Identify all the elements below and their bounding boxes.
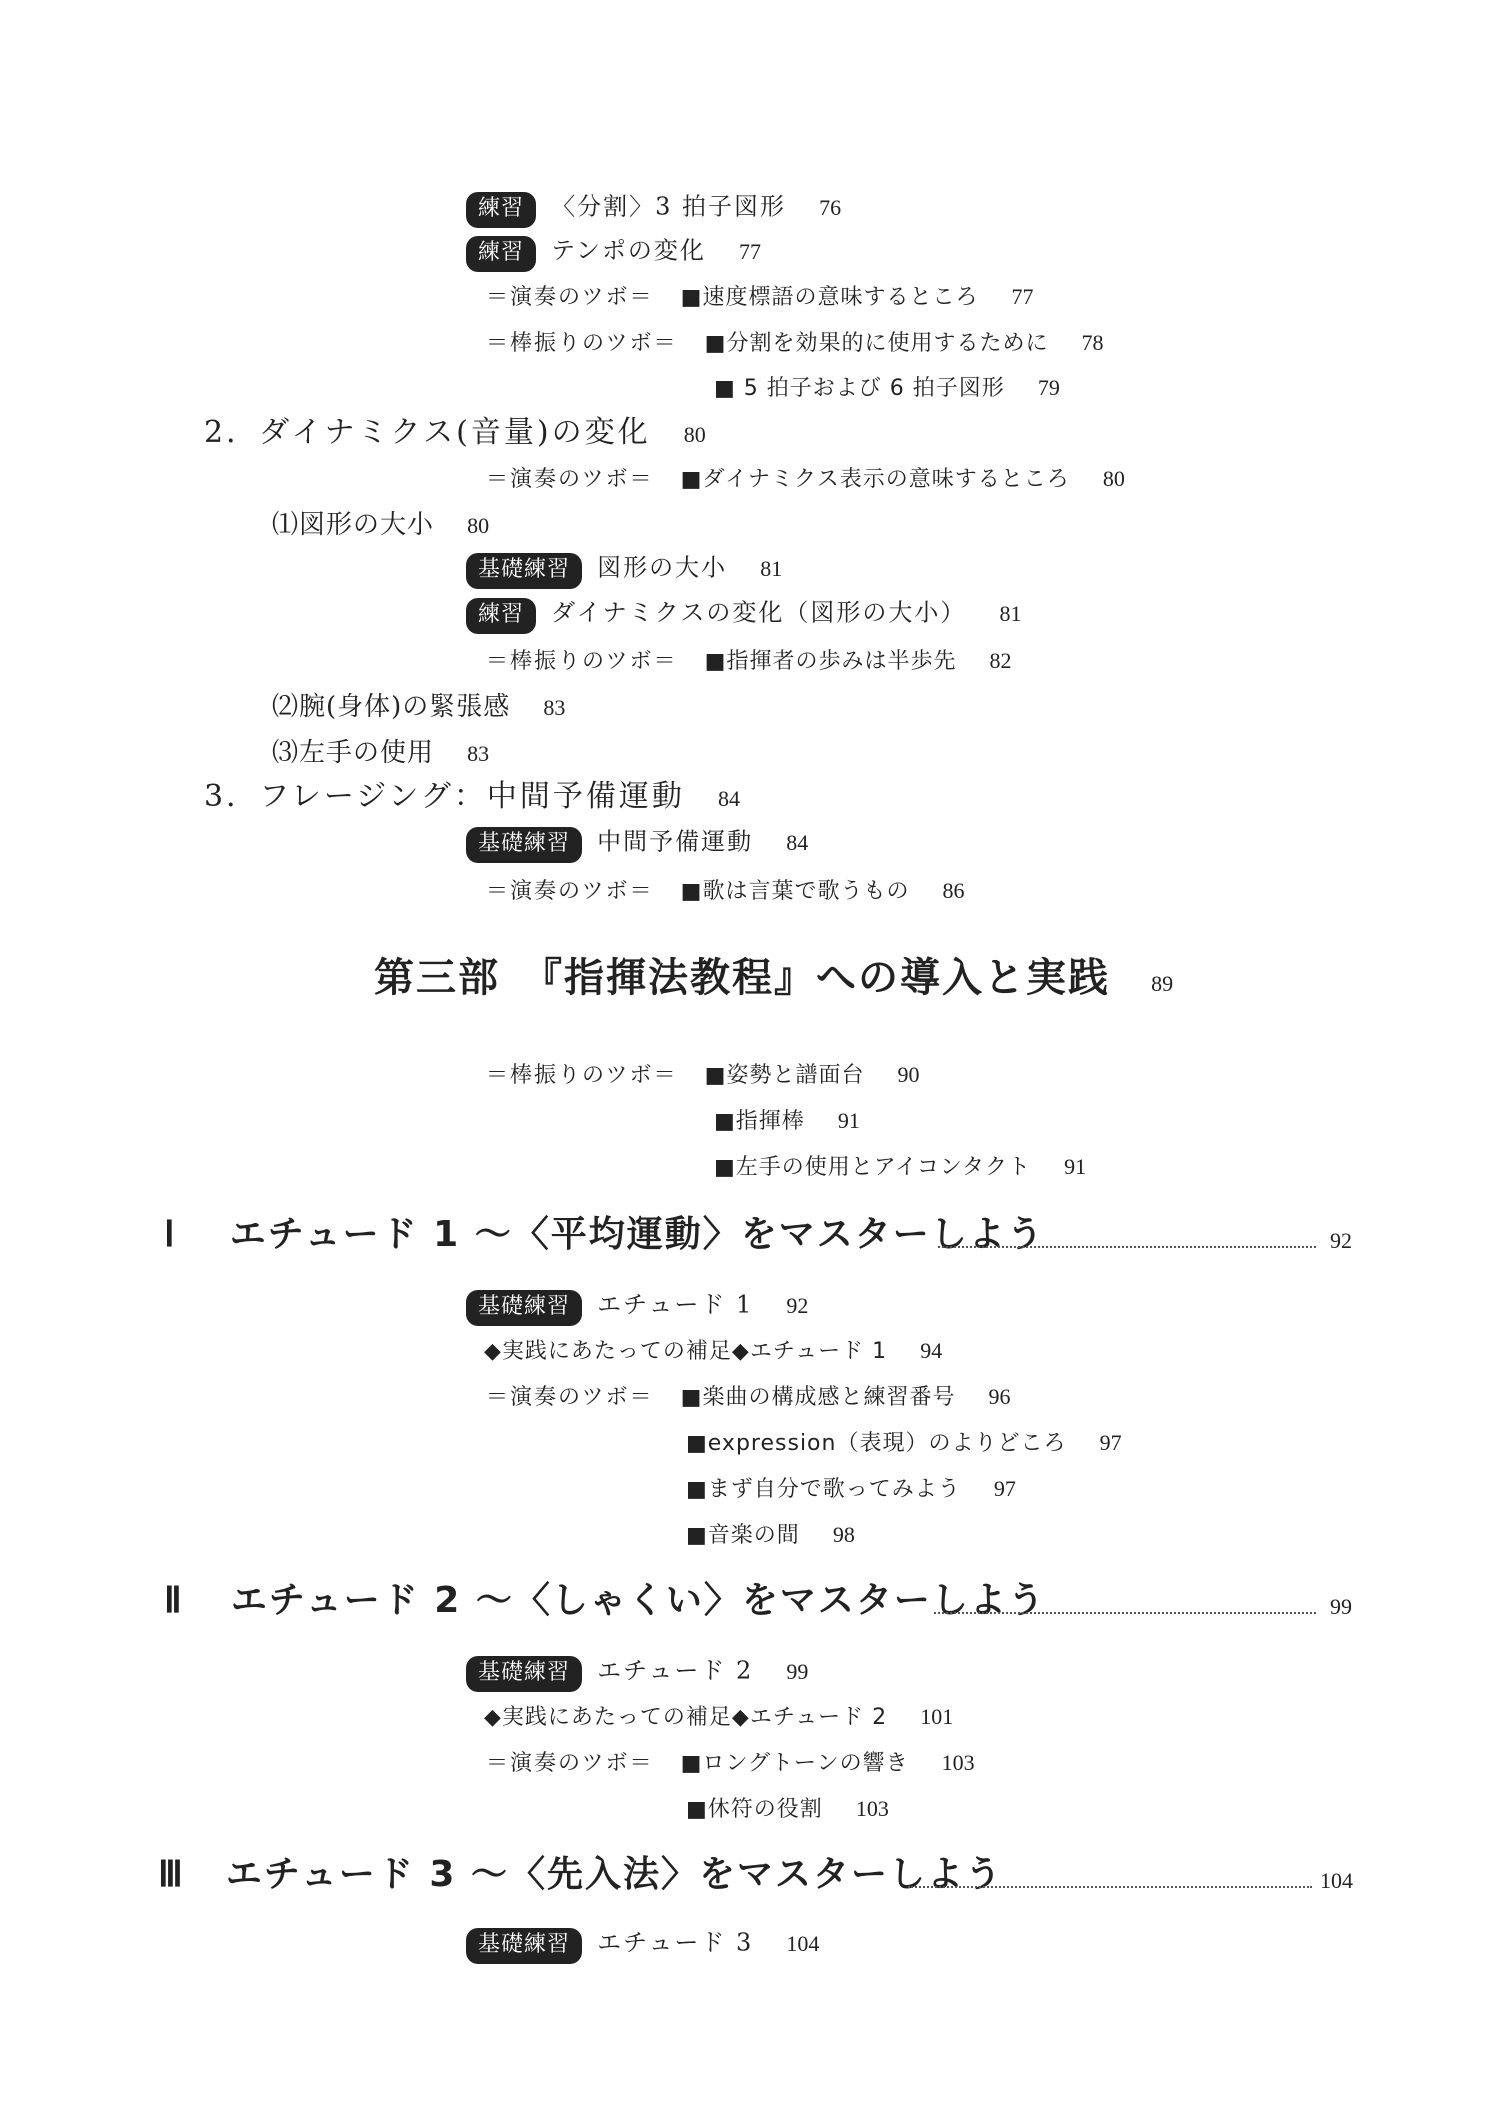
subsection-title: ⑵腕(身体)の緊張感 [272, 692, 511, 722]
chapter-heading[interactable] [164, 1216, 1045, 1253]
chapter-number: Ⅲ [158, 1854, 183, 1894]
toc-entry[interactable] [466, 598, 1021, 634]
toc-entry[interactable] [486, 650, 1012, 673]
subsection-heading[interactable] [272, 512, 489, 538]
page-number: 91 [837, 1108, 860, 1133]
entry-title: ■姿勢と譜面台 [704, 1063, 865, 1088]
entry-title: ■左手の使用とアイコンタクト [714, 1155, 1032, 1180]
toc-entry[interactable] [466, 236, 761, 272]
toc-entry[interactable] [686, 1432, 1122, 1455]
page-number: 99 [786, 1658, 809, 1684]
page-number: 92 [1330, 1228, 1352, 1253]
dot-leader [938, 1246, 1316, 1248]
entry-title: ダイナミクスの変化（図形の大小） [551, 598, 967, 627]
entry-title: ■ダイナミクス表示の意味するところ [680, 467, 1070, 492]
page-number: 90 [897, 1062, 920, 1087]
page-number: 81 [760, 555, 783, 581]
tip-label: ＝演奏のツボ＝ [486, 1385, 654, 1410]
entry-title: エチュード 1 [597, 1290, 754, 1319]
toc-entry[interactable] [466, 1290, 808, 1326]
entry-title: ■分割を効果的に使用するために [704, 331, 1049, 356]
basic-exercise-badge: 基礎練習 [466, 1656, 582, 1692]
entry-title: ■速度標語の意味するところ [680, 285, 979, 310]
page-number: 78 [1081, 330, 1104, 355]
toc-entry[interactable] [486, 286, 1034, 309]
toc-entry[interactable] [714, 1156, 1086, 1179]
subsection-heading[interactable] [272, 740, 489, 766]
part-heading[interactable] [374, 955, 1174, 1001]
section-title: 3．フレージング：中間予備運動 [204, 779, 685, 814]
page-number: 84 [786, 829, 809, 855]
entry-title: ◆実践にあたっての補足◆エチュード 2 [484, 1705, 888, 1730]
page-number: 80 [1102, 466, 1125, 491]
tip-label: ＝棒振りのツボ＝ [486, 1063, 678, 1088]
entry-title: ■ロングトーンの響き [680, 1751, 909, 1776]
exercise-badge: 練習 [466, 192, 536, 228]
page-number: 98 [832, 1522, 855, 1547]
page-number: 80 [683, 422, 706, 447]
toc-entry[interactable] [466, 192, 841, 228]
tip-label: ＝演奏のツボ＝ [486, 879, 654, 904]
entry-title: ■歌は言葉で歌うもの [680, 879, 910, 904]
toc-entry[interactable] [486, 880, 965, 903]
entry-title: 中間予備運動 [597, 827, 754, 856]
toc-entry[interactable] [486, 1386, 1011, 1409]
page-number: 104 [786, 1930, 820, 1956]
page-number: 103 [941, 1750, 975, 1775]
tip-label: ＝棒振りのツボ＝ [486, 331, 678, 356]
entry-title: ■ 5 拍子および 6 拍子図形 [714, 376, 1005, 401]
page-number: 77 [1011, 284, 1034, 309]
page-number: 76 [819, 194, 842, 220]
basic-exercise-badge: 基礎練習 [466, 827, 582, 863]
page-number: 101 [920, 1704, 954, 1729]
toc-entry[interactable] [686, 1798, 889, 1821]
page-number: 83 [467, 741, 490, 766]
page-number: 94 [920, 1338, 943, 1363]
page-number: 79 [1037, 375, 1060, 400]
entry-title: エチュード 2 [597, 1656, 754, 1685]
entry-title: ■指揮者の歩みは半歩先 [704, 649, 957, 674]
page-number: 83 [543, 695, 566, 720]
page-number: 97 [1099, 1430, 1122, 1455]
basic-exercise-badge: 基礎練習 [466, 1928, 582, 1964]
toc-entry[interactable] [714, 1110, 860, 1133]
toc-entry[interactable] [466, 1656, 808, 1692]
page-number: 81 [999, 600, 1022, 626]
tip-label: ＝演奏のツボ＝ [486, 1751, 654, 1776]
chapter-heading[interactable] [164, 1582, 1046, 1619]
chapter-title: エチュード 3 ～〈先入法〉をマスターしよう [225, 1854, 1003, 1895]
basic-exercise-badge: 基礎練習 [466, 553, 582, 589]
toc-entry[interactable] [484, 1706, 953, 1729]
section-heading[interactable] [204, 779, 741, 814]
entry-title: ■まず自分で歌ってみよう [686, 1477, 961, 1502]
entry-title: ■楽曲の構成感と練習番号 [680, 1385, 956, 1410]
chapter-number: Ⅱ [164, 1580, 182, 1620]
page-number: 80 [467, 513, 490, 538]
entry-title: ◆実践にあたっての補足◆エチュード 1 [484, 1339, 888, 1364]
section-heading[interactable] [204, 415, 706, 450]
entry-title: 図形の大小 [597, 553, 728, 582]
page-number: 89 [1151, 971, 1174, 996]
page-number: 97 [993, 1476, 1016, 1501]
page-number: 82 [989, 648, 1012, 673]
entry-title: エチュード 3 [597, 1928, 754, 1957]
basic-exercise-badge: 基礎練習 [466, 1290, 582, 1326]
entry-title: ■expression（表現）のよりどころ [686, 1431, 1067, 1456]
subsection-title: ⑶左手の使用 [272, 738, 435, 768]
tip-label: ＝演奏のツボ＝ [486, 285, 654, 310]
toc-entry[interactable] [466, 1928, 819, 1964]
toc-entry[interactable] [486, 1752, 975, 1775]
dot-leader [908, 1886, 1312, 1888]
page-number: 86 [942, 878, 965, 903]
page-number: 92 [786, 1292, 809, 1318]
entry-title: ■指揮棒 [714, 1109, 805, 1134]
chapter-number: Ⅰ [164, 1214, 175, 1254]
section-title: 2．ダイナミクス(音量)の変化 [204, 415, 651, 450]
toc-entry[interactable] [714, 377, 1060, 400]
page-number: 103 [855, 1796, 889, 1821]
subsection-heading[interactable] [272, 694, 565, 720]
chapter-heading[interactable] [158, 1856, 1003, 1893]
toc-entry[interactable] [466, 553, 782, 589]
chapter-title: エチュード 2 ～〈しゃくい〉をマスターしよう [230, 1580, 1046, 1621]
dot-leader [934, 1612, 1316, 1614]
page-number: 104 [1320, 1868, 1353, 1893]
page-number: 77 [739, 238, 762, 264]
toc-entry[interactable] [686, 1478, 1016, 1501]
page-number: 84 [718, 786, 741, 811]
toc-entry[interactable] [486, 332, 1104, 355]
toc-entry[interactable] [466, 827, 808, 863]
toc-entry[interactable] [486, 1064, 920, 1087]
page-number: 99 [1330, 1594, 1352, 1619]
entry-title: ■音楽の間 [686, 1523, 800, 1548]
toc-entry[interactable] [686, 1524, 855, 1547]
entry-title: テンポの変化 [551, 236, 706, 265]
page-number: 96 [988, 1384, 1011, 1409]
toc-entry[interactable] [484, 1340, 942, 1363]
tip-label: ＝演奏のツボ＝ [486, 467, 654, 492]
entry-title: 〈分割〉3 拍子図形 [551, 192, 787, 221]
part-title: 第三部 『指揮法教程』への導入と実践 [374, 955, 1110, 1001]
exercise-badge: 練習 [466, 236, 536, 272]
chapter-title: エチュード 1 ～〈平均運動〉をマスターしよう [229, 1214, 1045, 1255]
entry-title: ■休符の役割 [686, 1797, 823, 1822]
exercise-badge: 練習 [466, 598, 536, 634]
subsection-title: ⑴図形の大小 [272, 510, 435, 540]
page-number: 91 [1064, 1154, 1087, 1179]
tip-label: ＝棒振りのツボ＝ [486, 649, 678, 674]
toc-entry[interactable] [486, 468, 1125, 491]
